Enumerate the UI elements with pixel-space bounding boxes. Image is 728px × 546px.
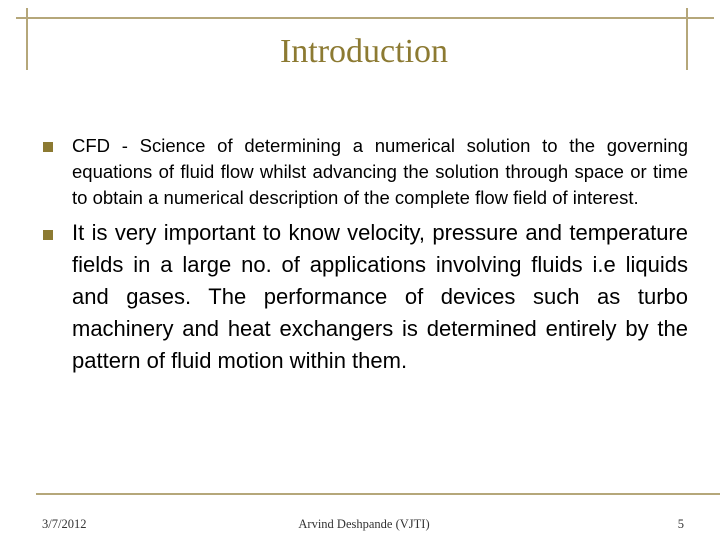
footer-rule: [36, 493, 720, 495]
bullet-item-1: [38, 133, 688, 211]
bullet-item-2: [38, 217, 688, 377]
top-rule: [16, 17, 714, 19]
slide-title: Introduction: [279, 33, 449, 70]
bullet-text: CFD - Science of determining a numerical solution to the governing equations of fluid flow whilst advancing the solution through space or time to obtain a numerical description of the complete flow field of interest.: [72, 135, 688, 208]
footer-date: 3/7/2012: [42, 517, 87, 531]
square-bullet-icon: [43, 142, 53, 152]
footer-author: Arvind Deshpande (VJTI): [298, 517, 430, 531]
page-number: 5: [677, 517, 684, 531]
bullet-text: It is very important to know velocity, pressure and temperature fields in a large no. of applications involving fluids i.e liquids and gases. The performance of devices such as turbo machinery and heat exchangers is determined entirely by the pattern of fluid motion within them.: [72, 220, 688, 373]
square-bullet-icon: [43, 230, 53, 240]
bullet-list: [38, 133, 688, 383]
